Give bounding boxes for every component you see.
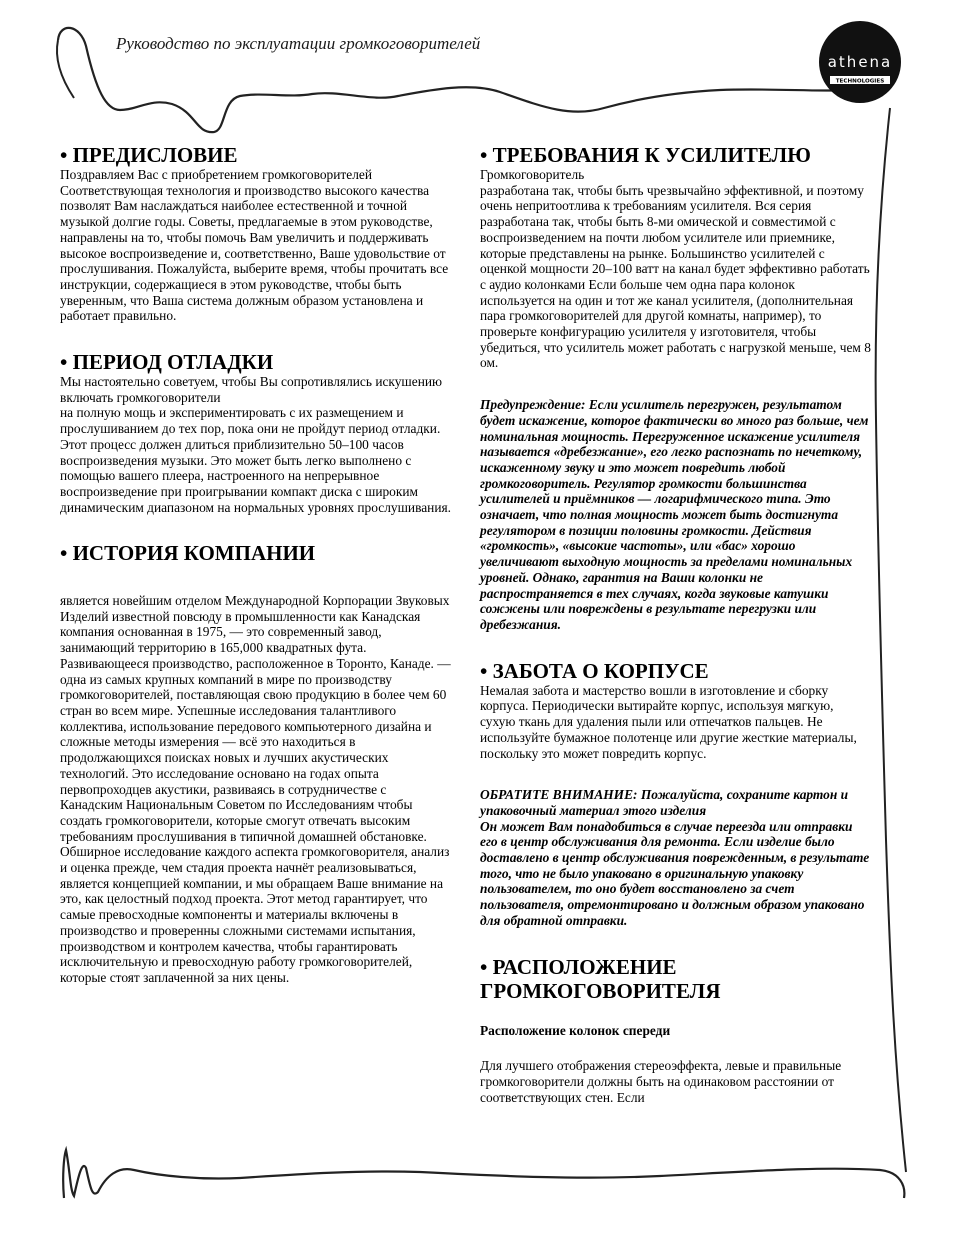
breakin-text: Мы настоятельно советуем, чтобы Вы сопротивлялись искушению включать громкоговорители на полную мощь и экспериментировать с их размещением и прослушиванием до тех пор, пока они не пройдут период отладки. Этот процесс должен длиться приблизительно 50–100 часов воспроизведения музыки. Это может быть легко выполнено с помощью вашего плеера, настроенного на непрерывное воспроизведение при проигрывании компакт диска с широким динамическим диапазоном на нормальных уровнях прослушивания.: [60, 374, 452, 515]
cabinet-care-text: Немалая забота и мастерство вошли в изготовление и сборку корпуса. Периодически вытирайте корпус, используя мягкую, сухую ткань для удаления пыли или отпечатков пальцев. Не используйте бумажное полотенце или другие жесткие материалы, поскольку это может повредить корпус.: [480, 682, 857, 761]
top-left-hook: [57, 40, 74, 98]
logo-text: athena: [827, 53, 893, 71]
right-column: [480, 143, 872, 1105]
front-placement-subheading: Расположение колонок спереди: [480, 1022, 671, 1038]
preface-text: Поздравляем Вас с приобретением громкоговорителей Соответствующая технология и производство высокого качества позволят Вам наслаждаться наиболее естественной и точной музыкой долгие годы. Советы, предлагаемые в этом руководстве, направлены на то, чтобы помочь Вам увеличить и поддерживать высокое воспроизведение и, соответственно, Ваше удовольствие от прослушивания. Пожалуйста, выберите время, чтобы прочитать все инструкции, содержащиеся в этом руководстве, чтобы быть уверенным, что Ваша система должным образом установлена и работает правильно.: [60, 167, 449, 324]
bottom-scribble: [63, 1150, 904, 1198]
breakin-heading: • ПЕРИОД ОТЛАДКИ: [60, 350, 274, 375]
amplifier-text: Громкоговоритель разработана так, чтобы быть чрезвычайно эффективной, и поэтому очень непритоотлива к требованиям усилителя. Вся серия разработана так, чтобы быть 8-ми омической и совместимой с воспроизведением на почти любом усилителе или приемнике, которые представлены на рынке. Большинство усилителей с оценкой мощности 20–100 ватт на канал будет эффективно работать с аудио колонками Если больше чем одна пара колонок используется на один и тот же канал усилителя, (дополнительная пара громкоговорителей для другой комнаты, например), то проверьте конфигурацию усилителя у изготовителя, чтобы убедиться, что усилитель может работать с нагрузкой меньше, чем 8 ом.: [480, 167, 871, 371]
logo-subtext: TECHNOLOGIES: [835, 78, 885, 85]
cabinet-care-heading: • ЗАБОТА О КОРПУСЕ: [480, 658, 709, 683]
packaging-note: ОБРАТИТЕ ВНИМАНИЕ: Пожалуйста, сохраните картон и упаковочный материал этого изделия Он может Вам понадобиться в случае переезда или отправки его в центр обслуживания для ремонта. Если изделие было доставлено в центр обслуживания поврежденным, в результате того, что не было упаковано в оригинальную упаковку пользователем, то оно будет восстановлено за счет пользователя, отремонтировано и должным образом упаковано для обратной отправки.: [480, 787, 870, 928]
company-history-heading: • ИСТОРИЯ КОМПАНИИ: [60, 541, 316, 566]
placement-text: Для лучшего отображения стереоэффекта, левые и правильные громкоговорители должны быть на одинаковом расстоянии от соответствующих стен. Если: [480, 1058, 842, 1105]
preface-heading: • ПРЕДИСЛОВИЕ: [60, 143, 238, 167]
right-border-line: [876, 108, 906, 1172]
overload-warning: Предупреждение: Если усилитель перегружен, результатом будет искажение, которое фактически во много раз больше, чем номинальная мощность. Перегруженное искажение усилителя называется «дребезжание», его легко распознать по нечеткому, искаженному звуку и это может повредить любой громкоговоритель. Регулятор громкости большинства усилителей и приёмников — логарифмического типа. Это означает, что полная мощность может быть достигнута регулятором в позиции половины громкости. Действия «громкость», «высокие частоты», или «бас» хорошо увеличивают выходную мощность за пределами номинальных уровней. Однако, гарантия на Ваши колонки не распространяется в тех случаях, когда звуковые катушки сожжены или повреждены в результате перегрузки или дребезжания.: [480, 397, 869, 632]
athena-logo: [818, 20, 902, 104]
document-header-title: Руководство по эксплуатации громкоговорителей: [116, 34, 481, 53]
placement-heading-line1: • РАСПОЛОЖЕНИЕ: [480, 954, 677, 979]
company-history-text: является новейшим отделом Международной Корпорации Звуковых Изделий известной повсюду в промышленности как Канадская компания основанная в 1975, — это современный завод, занимающий территорию в 165,000 квадратных фута. Развивающееся производство, расположенное в Торонто, Канаде. — одна из самых крупных компаний в мире по производству громкоговорителей, поставляющая свою продукцию в более чем 60 стран во всем мире. Успешные исследования талантливого коллектива, использование передового компьютерного дизайна и сложные методы измерения — всё это находиться в продолжающихся поисках новых и лучших акустических технологий. Это исследование основано на годах опыта первопроходцев акустики, развиваясь в сотрудничестве с Канадским Национальным Советом по Исследованиям чтобы создать громкоговорители, которые смогут отвечать высоким требованиям прослушивания в типичной домашней обстановке. Обширное исследование каждого аспекта громкоговорителя, анализ и оценка прежде, чем стадия проекта начнёт реализовываться, является концепцией компании, и мы обращаем Ваше внимание на это, как целостный подход проекта. Этот метод гарантирует, что самые превосходные компоненты и материалы включены в производство и проверенны сложными системами испытания, производством и контролем качества, чтобы гарантировать исключительную и превосходную работу громкоговорителей, которые стоят заплаченной за них цены.: [60, 593, 451, 985]
left-column: [60, 143, 452, 986]
amplifier-heading: • ТРЕБОВАНИЯ К УСИЛИТЕЛЮ: [480, 143, 811, 167]
placement-heading-line2: ГРОМКОГОВОРИТЕЛЯ: [480, 978, 721, 1003]
